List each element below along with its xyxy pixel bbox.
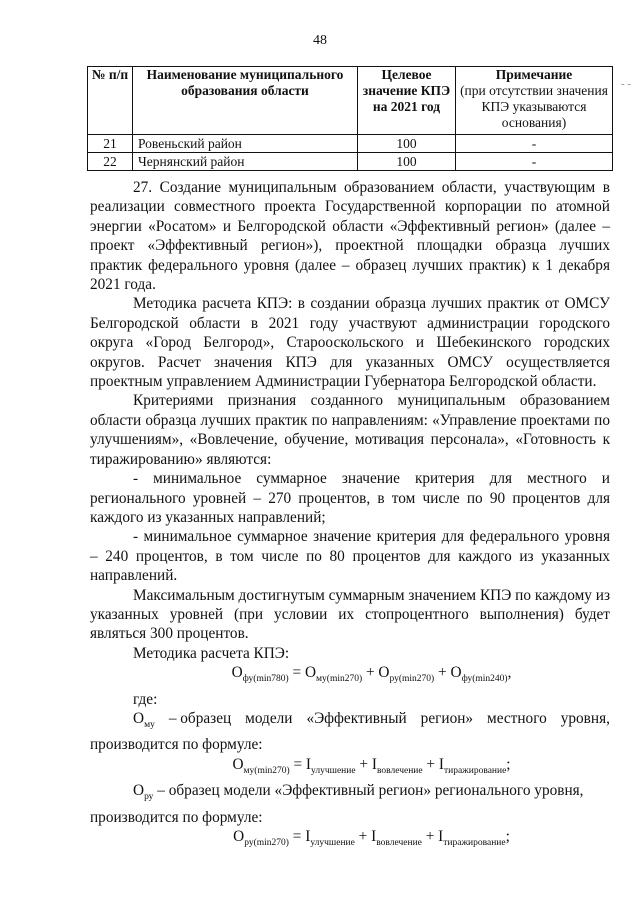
header-name: Наименование муниципального образования области <box>133 67 358 135</box>
table-row <box>88 135 613 153</box>
table-header-row <box>88 67 613 135</box>
formula-regional: $О_{ру(min270)} = I_{улучшение} + I_{вовлечение} + I_{тиражирование}$; <box>233 828 510 849</box>
row-value: 100 <box>358 153 456 171</box>
paragraph: Методика расчета КПЭ: в создании образца лучших практик от ОМСУ Белгородской области в 2021 году участвуют администрации городского округа «Город Белгород», Старооскольского и Шебекинского городских округов. Расчет значения КПЭ для указанных ОМСУ осуществляется проектным управлением Администрации Губернатора Белгородской области. <box>90 295 610 391</box>
formula-main: $О_{фу(min780)} = О_{му(min270)} + О_{ру(min270)} + О_{фу(min240)}$, <box>231 664 512 685</box>
paragraph: - минимальное суммарное значение критерия для местного и регионального уровней – 270 процентов, в том числе по 90 процентов для каждого из указанных направлений; <box>90 470 610 526</box>
paragraph: 27. Создание муниципальным образованием области, участвующим в реализации совместного проекта Государственной корпорации по атомной энергии «Росатом» и Белгородской области «Эффективный регион» (далее – проект «Эффективный регион»), проектной площадки образца лучших практик федерального уровня (далее – образец лучших практик) к 1 декабря 2021 года. <box>90 179 610 294</box>
page-number: 48 <box>313 33 327 48</box>
row-value: 100 <box>358 135 456 153</box>
header-num: № п/п <box>88 67 133 135</box>
header-note <box>456 67 613 135</box>
row-name: Ровеньский район <box>133 135 358 153</box>
header-note-title: Примечание <box>495 67 573 82</box>
row-note: - <box>456 135 613 153</box>
definition-regional-tail: производится по формуле: <box>90 808 263 826</box>
kpi-table <box>87 66 613 171</box>
row-num: 21 <box>88 135 133 153</box>
paragraph: - минимальное суммарное значение критерия для федерального уровня – 240 процентов, в том числе по 80 процентов для каждого из указанных направлений. <box>90 528 610 585</box>
table-row <box>88 153 613 171</box>
header-target: Целевое значение КПЭ на 2021 год <box>358 67 456 135</box>
row-name: Чернянский район <box>133 153 358 171</box>
paragraph: Критериями признания созданного муниципальным образованием области образца лучших практик по направлениям: «Управление проектами по улучшениям», «Вовлечение, обучение, мотивация персонала», «Готовность к тиражированию» являются: <box>90 392 610 468</box>
definition-local-tail: производится по формуле: <box>90 736 263 754</box>
header-note-text: (при отсутствии значения КПЭ указываются основания) <box>460 83 608 130</box>
paragraph: Методика расчета КПЭ: <box>133 644 290 662</box>
where-label: где: <box>133 690 158 708</box>
formula-local: $О_{му(min270)} = I_{улучшение} + I_{вовлечение} + I_{тиражирование}$; <box>232 755 511 776</box>
body-text <box>90 178 610 854</box>
definition-local: $О_{му}$ – образец модели «Эффективный регион» местного уровня, <box>133 710 610 731</box>
margin-mark: - - <box>621 78 632 90</box>
row-note: - <box>456 153 613 171</box>
paragraph: Максимальным достигнутым суммарным значением КПЭ по каждому из указанных уровней (при условии их стопроцентного выполнения) будет являться 300 процентов. <box>90 586 610 643</box>
row-num: 22 <box>88 153 133 171</box>
definition-regional: $О_{ру}$ – образец модели «Эффективный регион» регионального уровня, <box>133 782 584 803</box>
